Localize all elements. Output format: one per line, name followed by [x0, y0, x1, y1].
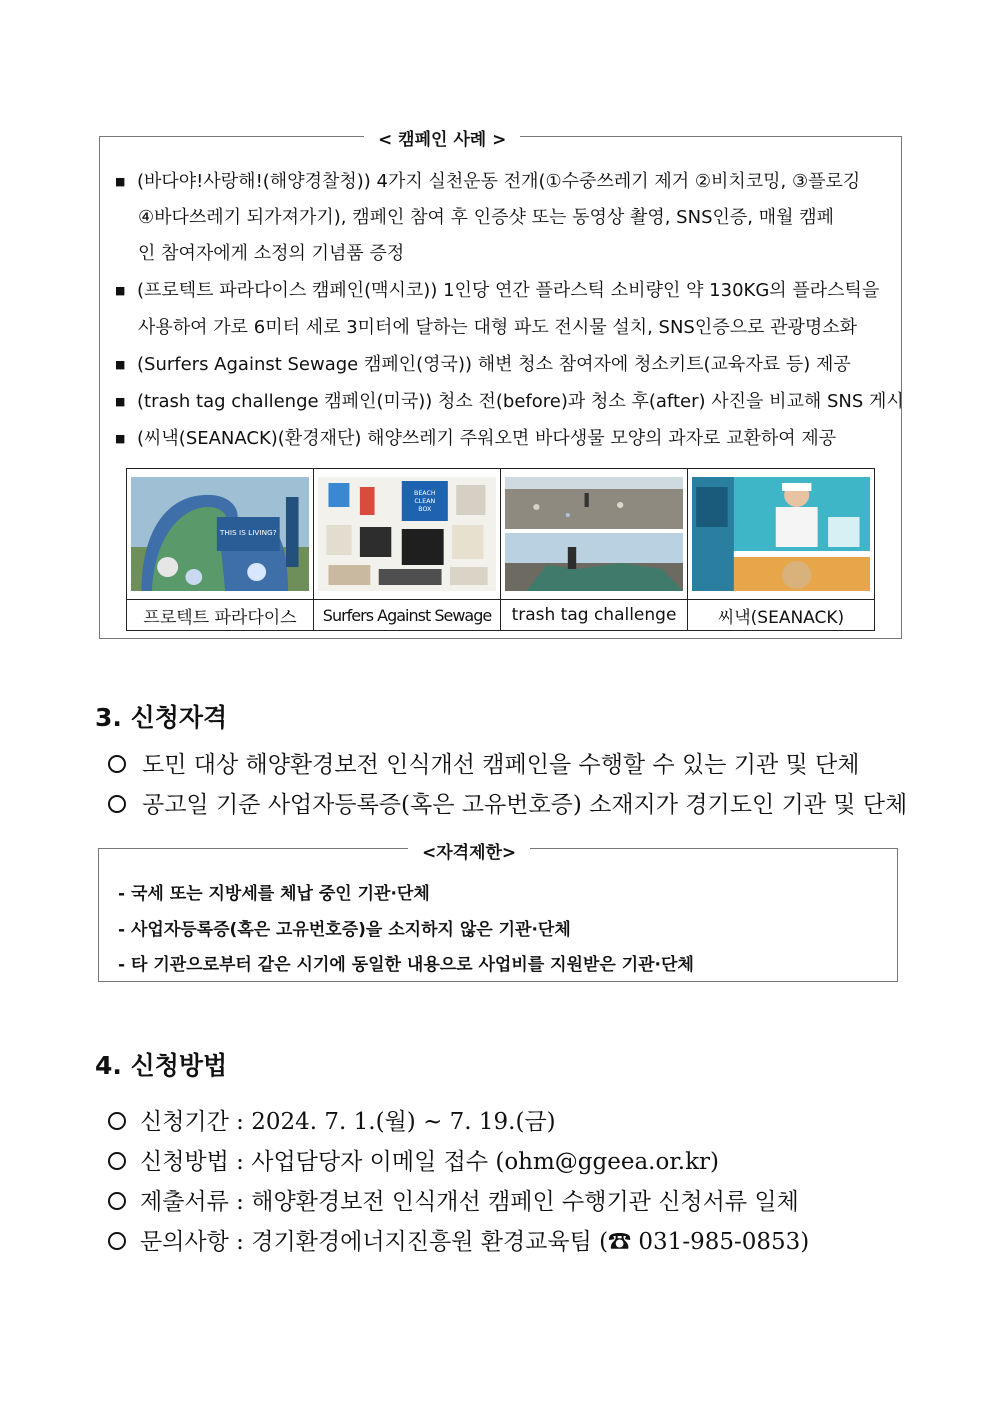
section-3-heading: 3. 신청자격	[95, 703, 228, 732]
caption-protect-paradise: 프로텍트 파라다이스	[127, 600, 314, 631]
box-label-line-2: CLEAN	[414, 498, 436, 505]
image-cell-trash-tag-challenge	[501, 469, 688, 600]
campaign-item-3-line-1: (Surfers Against Sewage 캠페인(영국)) 해변 청소 참여자에 청소키트(교육자료 등) 제공	[137, 354, 851, 375]
campaign-item-1-line-3: 인 참여자에게 소정의 기념품 증정	[138, 243, 405, 264]
bullet-square-icon: ■	[115, 432, 126, 445]
seanack-photo	[692, 477, 870, 591]
box-label-line-1: BEACH	[414, 490, 436, 497]
section-4-item-3	[108, 1183, 799, 1216]
campaign-item-1-line-1: (바다야!사랑해!(해양경찰청)) 4가지 실천운동 전개(①수중쓰레기 제거 ②비치코밍, ③플로깅	[137, 171, 861, 192]
restriction-item-1: - 국세 또는 지방세를 체납 중인 기관·단체	[118, 884, 430, 904]
campaign-image-table	[126, 468, 875, 631]
section-3-item-1	[108, 746, 859, 779]
campaign-item-2-line-1: (프로텍트 파라다이스 캠페인(맥시코)) 1인당 연간 플라스틱 소비량인 약 130KG의 플라스틱을	[137, 280, 880, 301]
surfers-against-sewage-photo	[318, 477, 496, 591]
campaign-item-1-line-2: ④바다쓰레기 되가져가기), 캠페인 참여 후 인증샷 또는 동영상 촬영, SNS인증, 매월 캠페	[138, 207, 834, 228]
circle-bullet-icon	[108, 755, 126, 773]
circle-bullet-icon	[108, 1112, 126, 1130]
bullet-square-icon: ■	[115, 358, 126, 371]
image-cell-protect-paradise	[127, 469, 314, 600]
section-4-item-2-text: 신청방법 : 사업담당자 이메일 접수 (ohm@ggeea.or.kr)	[140, 1149, 720, 1175]
trash-tag-challenge-photo	[505, 477, 683, 591]
campaign-item-5-line-1: (씨낵(SEANACK)(환경재단) 해양쓰레기 주워오면 바다생물 모양의 과자로 교환하여 제공	[137, 428, 837, 449]
section-3-item-1-text: 도민 대상 해양환경보전 인식개선 캠페인을 수행할 수 있는 기관 및 단체	[142, 752, 860, 778]
restriction-box-title: <자격제한>	[408, 838, 530, 863]
wave-sign-text: THIS IS LIVING?	[219, 528, 277, 537]
restriction-item-2: - 사업자등록증(혹은 고유번호증)을 소지하지 않은 기관·단체	[118, 920, 571, 940]
caption-trash-tag-challenge: trash tag challenge	[501, 600, 688, 631]
restriction-item-3: - 타 기관으로부터 같은 시기에 동일한 내용으로 사업비를 지원받은 기관·단체	[118, 955, 694, 975]
caption-surfers-against-sewage: Surfers Against Sewage	[314, 600, 501, 631]
circle-bullet-icon	[108, 1152, 126, 1170]
section-4-item-2	[108, 1143, 719, 1176]
protect-paradise-photo	[131, 477, 309, 591]
campaign-item-4-line-1: (trash tag challenge 캠페인(미국)) 청소 전(before)과 청소 후(after) 사진을 비교해 SNS 게시	[137, 391, 904, 412]
campaign-box-title: < 캠페인 사례 >	[364, 125, 520, 150]
circle-bullet-icon	[108, 795, 126, 813]
box-label-line-3: BOX	[418, 506, 432, 513]
circle-bullet-icon	[108, 1232, 126, 1250]
section-4-item-1-text: 신청기간 : 2024. 7. 1.(월) ~ 7. 19.(금)	[140, 1109, 556, 1135]
section-3-item-2	[108, 786, 907, 819]
bullet-square-icon: ■	[115, 175, 126, 188]
caption-seanack: 씨낵(SEANACK)	[688, 600, 875, 631]
section-4-heading: 4. 신청방법	[95, 1051, 228, 1080]
campaign-item-2-line-2: 사용하여 가로 6미터 세로 3미터에 달하는 대형 파도 전시물 설치, SNS인증으로 관광명소화	[138, 317, 858, 338]
image-cell-surfers-against-sewage	[314, 469, 501, 600]
section-4-item-4-text: 문의사항 : 경기환경에너지진흥원 환경교육팀 (☎ 031-985-0853)	[140, 1229, 810, 1255]
bullet-square-icon: ■	[115, 284, 126, 297]
section-4-item-4	[108, 1223, 809, 1256]
bullet-square-icon: ■	[115, 395, 126, 408]
circle-bullet-icon	[108, 1192, 126, 1210]
section-3-item-2-text: 공고일 기준 사업자등록증(혹은 고유번호증) 소재지가 경기도인 기관 및 단체	[142, 792, 908, 818]
image-cell-seanack	[688, 469, 875, 600]
section-4-item-1	[108, 1103, 556, 1136]
section-4-item-3-text: 제출서류 : 해양환경보전 인식개선 캠페인 수행기관 신청서류 일체	[140, 1189, 799, 1215]
